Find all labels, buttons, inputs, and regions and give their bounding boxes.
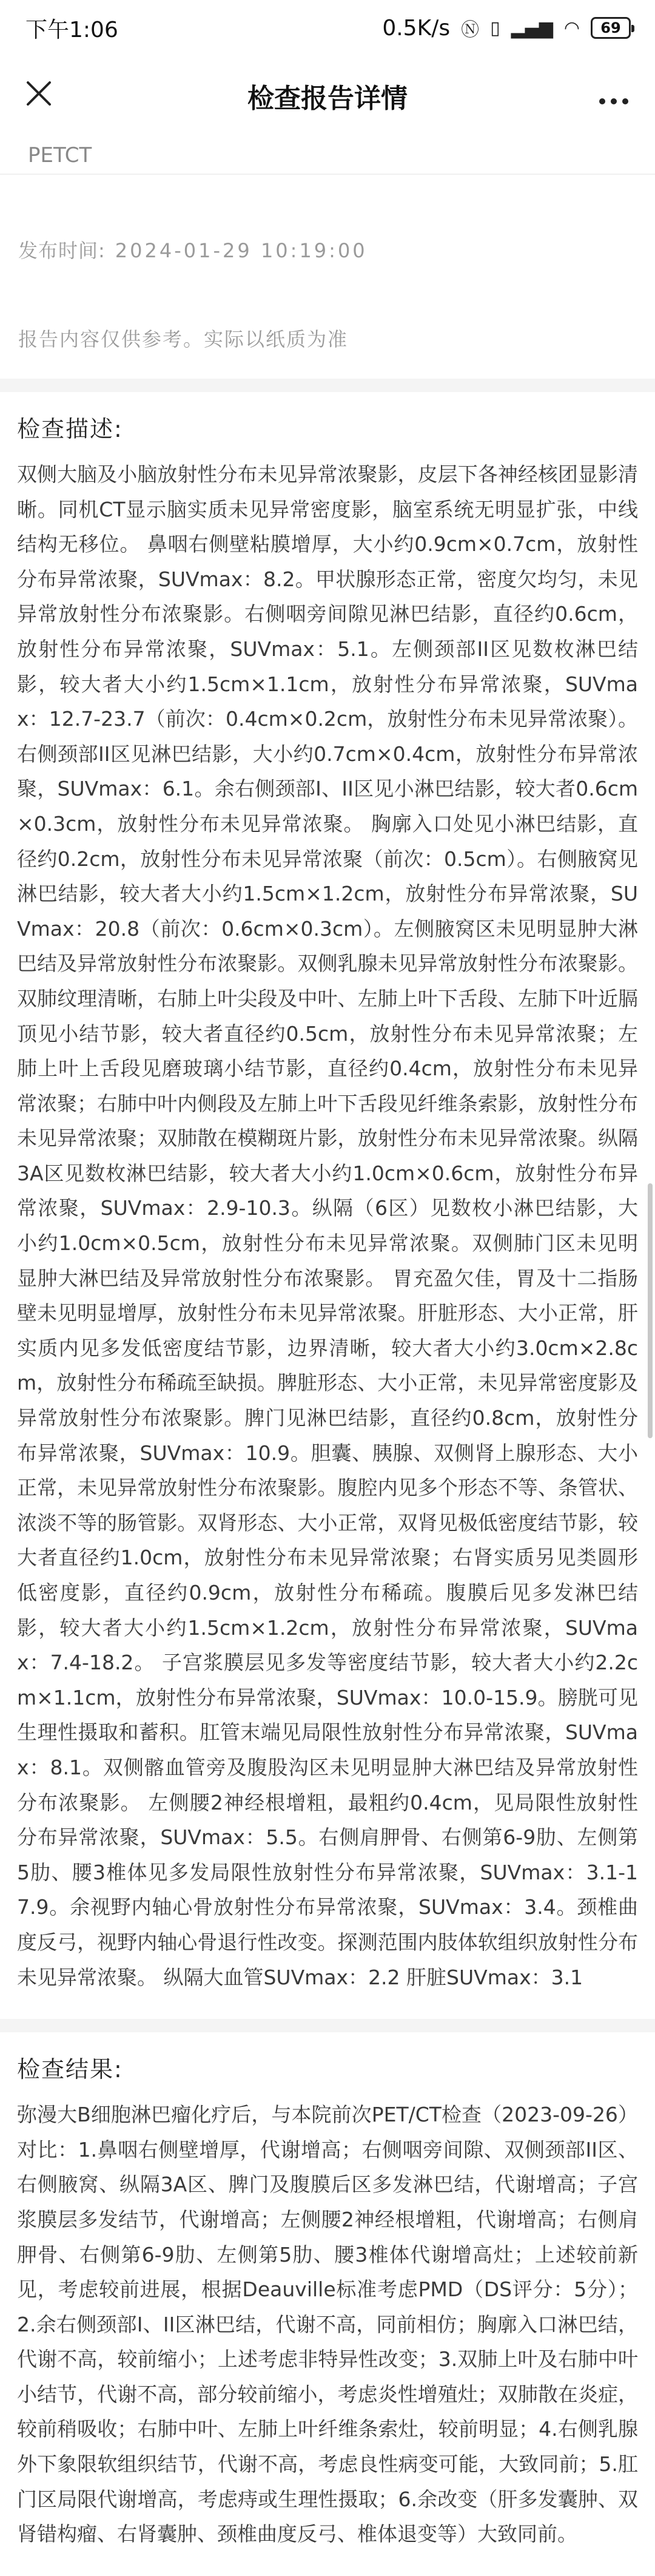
findings-text: 双侧大脑及小脑放射性分布未见异常浓聚影，皮层下各神经核团显影清晰。同机CT显示脑实质未见异常密度影，脑室系统无明显扩张，中线结构无移位。 鼻咽右侧壁粘膜增厚，大小约0.9cm×0.7cm，放射性分布异常浓聚，SUVmax：8.2。甲状腺形态正常，密度欠均匀，未见异常放射性分布浓聚影。右侧咽旁间隙见淋巴结影，直径约0.6cm，放射性分布异常浓聚，SUVmax：5.1。左侧颈部II区见数枚淋巴结影，较大者大小约1.5cm×1.1cm，放射性分布异常浓聚，SUVmax：12.7-23.7（前次：0.4cm×0.2cm，放射性分布未见异常浓聚）。右侧颈部II区见淋巴结影，大小约0.7cm×0.4cm，放射性分布异常浓聚，SUVmax：6.1。余右侧颈部I、II区见小淋巴结影，较大者0.6cm×0.3cm，放射性分布未见异常浓聚。 胸廓入口处见小淋巴结影，直径约0.2cm，放射性分布未见异常浓聚（前次：0.5cm）。右侧腋窝见淋巴结影，较大者大小约1.5cm×1.2cm，放射性分布异常浓聚，SUVmax：20.8（前次：0.6cm×0.3cm）。左侧腋窝区未见明显肿大淋巴结及异常放射性分布浓聚影。双侧乳腺未见异常放射性分布浓聚影。双肺纹理清晰，右肺上叶尖段及中叶、左肺上叶下舌段、左肺下叶近膈顶见小结节影，较大者直径约0.5cm，放射性分布未见异常浓聚；左肺上叶上舌段见磨玻璃小结节影，直径约0.4cm，放射性分布未见异常浓聚；右肺中叶内侧段及左肺上叶下舌段见纤维条索影，放射性分布未见异常浓聚；双肺散在模糊斑片影，放射性分布未见异常浓聚。纵隔3A区见数枚淋巴结影，较大者大小约1.0cm×0.6cm，放射性分布异常浓聚，SUVmax：2.9-10.3。纵隔（6区）见数枚小淋巴结影，大小约1.0cm×0.5cm，放射性分布未见异常浓聚。双侧肺门区未见明显肿大淋巴结及异常放射性分布浓聚影。 胃充盈欠佳，胃及十二指肠壁未见明显增厚，放射性分布未见异常浓聚。肝脏形态、大小正常，肝实质内见多发低密度结节影，边界清晰，较大者大小约3.0cm×2.8cm，放射性分布稀疏至缺损。脾脏形态、大小正常，未见异常密度影及异常放射性分布浓聚影。脾门见淋巴结影，直径约0.8cm，放射性分布异常浓聚，SUVmax：10.9。胆囊、胰腺、双侧肾上腺形态、大小正常，未见异常放射性分布浓聚影。腹腔内见多个形态不等、条管状、浓淡不等的肠管影。双肾形态、大小正常，双肾见极低密度结节影，较大者直径约1.0cm，放射性分布未见异常浓聚；右肾实质另见类圆形低密度影，直径约0.9cm，放射性分布稀疏。腹膜后见多发淋巴结影，较大者大小约1.5cm×1.2cm，放射性分布异常浓聚，SUVmax：7.4-18.2。 子宫浆膜层见多发等密度结节影，较大者大小约2.2cm×1.1cm，放射性分布异常浓聚，SUVmax：10.0-15.9。膀胱可见生理性摄取和蓄积。肛管末端见局限性放射性分布异常浓聚，SUVmax：8.1。双侧髂血管旁及腹股沟区未见明显肿大淋巴结及异常放射性分布浓聚影。 左侧腰2神经根增粗，最粗约0.4cm，见局限性放射性分布异常浓聚，SUVmax：5.5。右侧肩胛骨、右侧第6-9肋、左侧第5肋、腰3椎体见多发局限性放射性分布异常浓聚，SUVmax：3.1-17.9。余视野内轴心骨放射性分布异常浓聚，SUVmax：3.4。颈椎曲度反弓，视野内轴心骨退行性改变。探测范围内肢体软组织放射性分布未见异常浓聚。 纵隔大血管SUVmax：2.2 肝脏SUVmax：3.1 <box>17 462 638 1989</box>
report-type: PETCT <box>0 136 655 175</box>
signal-icon: ▂▄▆ <box>511 17 553 39</box>
wifi-icon: ◠ <box>563 17 580 39</box>
findings-section <box>0 392 655 2019</box>
scrollbar[interactable] <box>648 1183 653 1438</box>
status-time: 下午1:06 <box>25 17 118 42</box>
report-meta <box>0 175 655 379</box>
publish-time: 2024-01-29 10:19:00 <box>115 239 368 262</box>
close-icon[interactable] <box>25 79 52 113</box>
network-speed: 0.5K/s <box>382 15 451 41</box>
conclusion-text: 弥漫大B细胞淋巴瘤化疗后，与本院前次PET/CT检查（2023-09-26）对比：1.鼻咽右侧壁增厚，代谢增高；右侧咽旁间隙、双侧颈部II区、右侧腋窝、纵隔3A区、脾门及腹膜后区多发淋巴结，代谢增高；子宫浆膜层多发结节，代谢增高；左侧腰2神经根增粗，代谢增高；右侧肩胛骨、右侧第6-9肋、左侧第5肋、腰3椎体代谢增高灶；上述较前新见，考虑较前进展，根据Deauville标准考虑PMD（DS评分：5分）；2.余右侧颈部I、II区淋巴结，代谢不高，同前相仿；胸廓入口淋巴结，代谢不高，较前缩小；上述考虑非特异性改变；3.双肺上叶及右肺中叶小结节，代谢不高，部分较前缩小，考虑炎性增殖灶；双肺散在炎症，较前稍吸收；右肺中叶、左肺上叶纤维条索灶，较前明显；4.右侧乳腺外下象限软组织结节，代谢不高，考虑良性病变可能，大致同前；5.肛门区局限代谢增高，考虑痔或生理性摄取；6.余改变（肝多发囊肿、双肾错构瘤、右肾囊肿、颈椎曲度反弓、椎体退变等）大致同前。 <box>17 2103 638 2546</box>
disclaimer: 报告内容仅供参考。实际以纸质为准 <box>18 328 349 351</box>
section-divider <box>0 379 655 392</box>
conclusion-title: 检查结果: <box>17 2056 123 2083</box>
nfc-icon: Ⓝ <box>461 19 480 41</box>
page-title: 检查报告详情 <box>247 83 408 114</box>
status-icons <box>382 15 631 41</box>
findings-title: 检查描述: <box>17 416 123 442</box>
more-icon[interactable] <box>598 81 630 110</box>
vibrate-icon: ▯ <box>490 17 500 39</box>
battery-icon: 69 <box>591 17 631 39</box>
publish-time-row <box>18 235 637 263</box>
section-divider <box>0 2019 655 2032</box>
conclusion-section <box>0 2032 655 2576</box>
publish-label: 发布时间: <box>18 239 106 262</box>
status-bar <box>0 0 655 56</box>
nav-bar <box>0 56 655 136</box>
